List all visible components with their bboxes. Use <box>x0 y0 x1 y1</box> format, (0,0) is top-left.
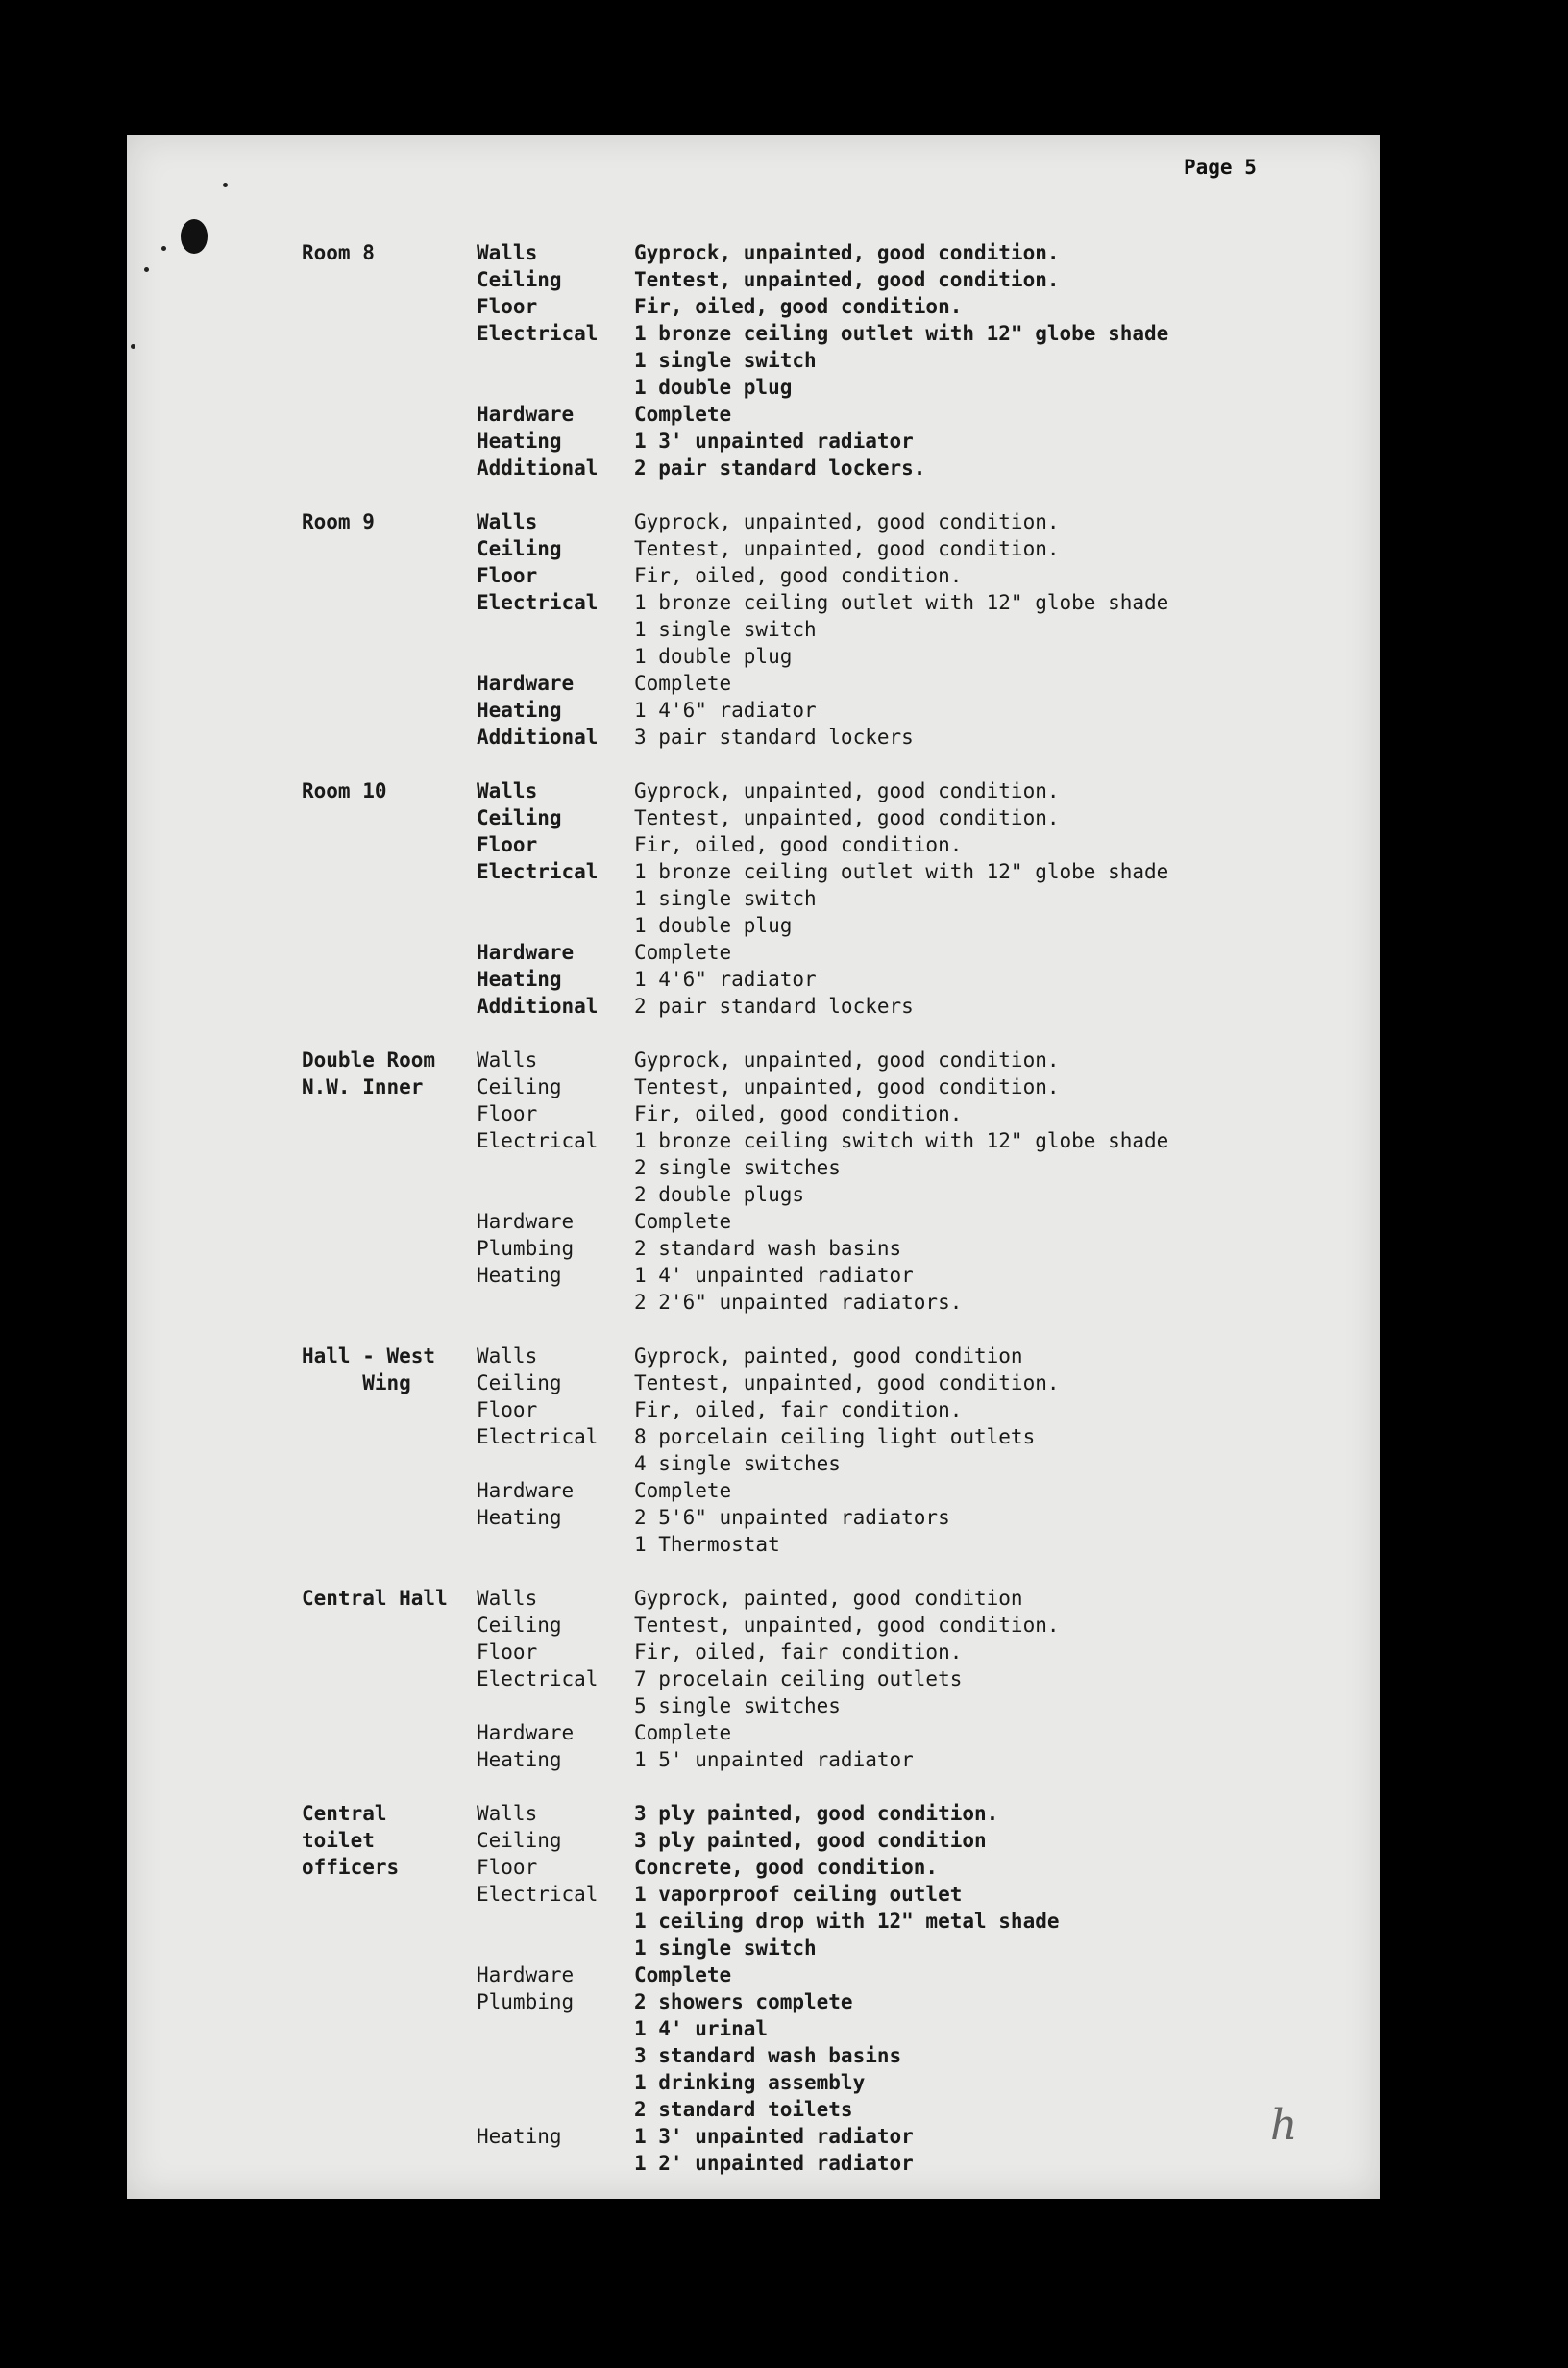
category-label: Plumbing <box>477 1237 575 1260</box>
category-value: Complete <box>634 1479 732 1502</box>
category-value: 2 showers complete <box>634 1990 853 2013</box>
category-value: 1 4'6" radiator <box>634 699 817 722</box>
inventory-row <box>127 1073 1380 1100</box>
inventory-row <box>127 858 1380 885</box>
inventory-row <box>127 1127 1380 1154</box>
category-label: Ceiling <box>477 268 562 291</box>
category-value: Fir, oiled, good condition. <box>634 1102 963 1125</box>
category-label: Heating <box>477 968 562 991</box>
room-label: Room 9 <box>302 510 375 533</box>
inventory-row <box>127 374 1380 401</box>
category-label: Hardware <box>477 941 575 964</box>
category-label: Heating <box>477 430 562 453</box>
category-label: Floor <box>477 1102 538 1125</box>
inventory-row <box>127 455 1380 481</box>
category-value: Fir, oiled, fair condition. <box>634 1398 963 1421</box>
inventory-row <box>127 1047 1380 1073</box>
inventory-row <box>127 724 1380 751</box>
category-label: Hardware <box>477 403 575 426</box>
category-label: Walls <box>477 241 538 264</box>
category-value: 1 3' unpainted radiator <box>634 430 914 453</box>
category-value: Fir, oiled, good condition. <box>634 833 963 856</box>
category-label: Electrical <box>477 860 599 883</box>
category-label: Electrical <box>477 1883 599 1906</box>
category-label: Walls <box>477 779 538 802</box>
category-value: 2 2'6" unpainted radiators. <box>634 1291 963 1314</box>
inventory-row <box>127 939 1380 966</box>
inventory-row <box>127 2069 1380 2096</box>
category-value: 3 standard wash basins <box>634 2044 902 2067</box>
category-value: 2 pair standard lockers. <box>634 456 926 480</box>
category-value: Gyprock, painted, good condition <box>634 1587 1023 1610</box>
category-value: 1 bronze ceiling outlet with 12" globe shade <box>634 591 1169 614</box>
category-value: Complete <box>634 1721 732 1744</box>
inventory-row <box>127 1827 1380 1854</box>
inventory-row <box>127 1396 1380 1423</box>
room-label: Room 8 <box>302 241 375 264</box>
category-value: Complete <box>634 672 732 695</box>
category-value: 1 5' unpainted radiator <box>634 1748 914 1771</box>
category-value: 1 ceiling drop with 12" metal shade <box>634 1910 1060 1933</box>
inventory-row <box>127 2150 1380 2177</box>
category-value: 3 ply painted, good condition <box>634 1829 987 1852</box>
inventory-row <box>127 2123 1380 2150</box>
category-label: Ceiling <box>477 806 562 829</box>
category-label: Electrical <box>477 322 599 345</box>
room-label: N.W. Inner <box>302 1075 424 1098</box>
category-value: 1 single switch <box>634 349 817 372</box>
room-label: Central Hall <box>302 1587 448 1610</box>
inventory-row <box>127 320 1380 347</box>
page-number: Page 5 <box>1184 156 1257 179</box>
inventory-row <box>127 1450 1380 1477</box>
category-label: Walls <box>477 1802 538 1825</box>
category-value: Fir, oiled, good condition. <box>634 564 963 587</box>
category-value: 1 drinking assembly <box>634 2071 866 2094</box>
category-label: Walls <box>477 1344 538 1368</box>
category-label: Walls <box>477 1587 538 1610</box>
category-value: 1 single switch <box>634 887 817 910</box>
handwritten-initials: h <box>1270 2101 1298 2150</box>
category-label: Hardware <box>477 672 575 695</box>
inventory-row <box>127 912 1380 939</box>
inventory-row <box>127 2015 1380 2042</box>
inventory-row <box>127 1800 1380 1827</box>
inventory-row <box>127 293 1380 320</box>
category-value: 1 double plug <box>634 914 793 937</box>
category-value: Complete <box>634 1210 732 1233</box>
inventory-row <box>127 1289 1380 1316</box>
category-value: Tentest, unpainted, good condition. <box>634 1371 1060 1394</box>
category-value: 2 standard toilets <box>634 2098 853 2121</box>
category-label: Heating <box>477 699 562 722</box>
category-value: 2 single switches <box>634 1156 841 1179</box>
category-label: Floor <box>477 1856 538 1879</box>
inventory-row <box>127 1262 1380 1289</box>
category-value: 1 4' urinal <box>634 2017 769 2040</box>
inventory-row <box>127 239 1380 266</box>
category-label: Hardware <box>477 1721 575 1744</box>
category-value: 2 pair standard lockers <box>634 995 914 1018</box>
category-label: Ceiling <box>477 1075 562 1098</box>
inventory-row <box>127 643 1380 670</box>
category-label: Floor <box>477 1640 538 1664</box>
category-label: Ceiling <box>477 1371 562 1394</box>
category-label: Additional <box>477 456 599 480</box>
inventory-row <box>127 1235 1380 1262</box>
category-value: Complete <box>634 403 732 426</box>
inventory-row <box>127 1585 1380 1612</box>
category-value: Tentest, unpainted, good condition. <box>634 1614 1060 1637</box>
category-label: Electrical <box>477 591 599 614</box>
inventory-row <box>127 535 1380 562</box>
inventory-row <box>127 885 1380 912</box>
inventory-row <box>127 1881 1380 1908</box>
category-value: 1 vaporproof ceiling outlet <box>634 1883 963 1906</box>
inventory-row <box>127 697 1380 724</box>
category-label: Additional <box>477 726 599 749</box>
room-label: Central <box>302 1802 387 1825</box>
category-value: Gyprock, painted, good condition <box>634 1344 1023 1368</box>
inventory-row <box>127 347 1380 374</box>
category-value: Fir, oiled, fair condition. <box>634 1640 963 1664</box>
category-label: Heating <box>477 1506 562 1529</box>
category-label: Floor <box>477 833 538 856</box>
inventory-row <box>127 1612 1380 1639</box>
category-value: Gyprock, unpainted, good condition. <box>634 779 1060 802</box>
category-value: Complete <box>634 941 732 964</box>
inventory-row <box>127 1719 1380 1746</box>
inventory-row <box>127 589 1380 616</box>
inventory-row <box>127 616 1380 643</box>
category-value: 2 standard wash basins <box>634 1237 902 1260</box>
category-value: 2 5'6" unpainted radiators <box>634 1506 950 1529</box>
inventory-row <box>127 2042 1380 2069</box>
category-value: 1 4' unpainted radiator <box>634 1264 914 1287</box>
category-label: Additional <box>477 995 599 1018</box>
room-label: Hall - West <box>302 1344 436 1368</box>
category-label: Floor <box>477 564 538 587</box>
category-label: Electrical <box>477 1667 599 1690</box>
inventory-row <box>127 993 1380 1020</box>
category-value: 1 bronze ceiling switch with 12" globe shade <box>634 1129 1169 1152</box>
category-value: 1 single switch <box>634 1936 817 1960</box>
category-value: 2 double plugs <box>634 1183 805 1206</box>
category-value: 3 pair standard lockers <box>634 726 914 749</box>
category-label: Plumbing <box>477 1990 575 2013</box>
category-label: Ceiling <box>477 1614 562 1637</box>
inventory-row <box>127 670 1380 697</box>
inventory-row <box>127 1154 1380 1181</box>
category-label: Electrical <box>477 1425 599 1448</box>
category-value: 1 bronze ceiling outlet with 12" globe shade <box>634 860 1169 883</box>
inventory-row <box>127 1343 1380 1369</box>
category-value: 1 4'6" radiator <box>634 968 817 991</box>
inventory-row <box>127 1100 1380 1127</box>
document-page <box>127 135 1380 2199</box>
category-label: Ceiling <box>477 1829 562 1852</box>
category-label: Floor <box>477 1398 538 1421</box>
category-value: 1 double plug <box>634 645 793 668</box>
category-label: Heating <box>477 2125 562 2148</box>
category-value: 1 3' unpainted radiator <box>634 2125 914 2148</box>
category-value: 1 2' unpainted radiator <box>634 2152 914 2175</box>
inventory-row <box>127 1369 1380 1396</box>
category-value: Fir, oiled, good condition. <box>634 295 963 318</box>
inventory-row <box>127 2096 1380 2123</box>
room-label: Double Room <box>302 1048 436 1072</box>
category-label: Ceiling <box>477 537 562 560</box>
room-label: toilet <box>302 1829 375 1852</box>
category-value: Tentest, unpainted, good condition. <box>634 537 1060 560</box>
inventory-row <box>127 804 1380 831</box>
category-value: 5 single switches <box>634 1694 841 1717</box>
inventory-row <box>127 1935 1380 1961</box>
category-value: 1 bronze ceiling outlet with 12" globe shade <box>634 322 1169 345</box>
room-label: officers <box>302 1856 400 1879</box>
room-label: Wing <box>302 1371 411 1394</box>
inventory-row <box>127 1665 1380 1692</box>
inventory-row <box>127 1746 1380 1773</box>
inventory-row <box>127 1504 1380 1531</box>
room-label: Room 10 <box>302 779 387 802</box>
inventory-row <box>127 1423 1380 1450</box>
category-label: Hardware <box>477 1963 575 1986</box>
inventory-row <box>127 1639 1380 1665</box>
inventory-row <box>127 1531 1380 1558</box>
inventory-row <box>127 777 1380 804</box>
category-value: 1 Thermostat <box>634 1533 780 1556</box>
category-value: Gyprock, unpainted, good condition. <box>634 1048 1060 1072</box>
category-value: Tentest, unpainted, good condition. <box>634 806 1060 829</box>
inventory-row <box>127 1908 1380 1935</box>
category-label: Heating <box>477 1264 562 1287</box>
category-value: 3 ply painted, good condition. <box>634 1802 999 1825</box>
inventory-row <box>127 401 1380 428</box>
inventory-row <box>127 1854 1380 1881</box>
category-label: Heating <box>477 1748 562 1771</box>
inventory-row <box>127 1477 1380 1504</box>
category-value: 1 double plug <box>634 376 793 399</box>
category-value: Complete <box>634 1963 732 1986</box>
category-value: Gyprock, unpainted, good condition. <box>634 241 1060 264</box>
inventory-row <box>127 1961 1380 1988</box>
inventory-row <box>127 428 1380 455</box>
inventory-row <box>127 508 1380 535</box>
inventory-row <box>127 562 1380 589</box>
category-label: Walls <box>477 510 538 533</box>
inventory-row <box>127 1692 1380 1719</box>
inventory-row <box>127 1181 1380 1208</box>
category-value: Gyprock, unpainted, good condition. <box>634 510 1060 533</box>
category-value: 8 porcelain ceiling light outlets <box>634 1425 1036 1448</box>
inventory-row <box>127 266 1380 293</box>
inventory-row <box>127 1988 1380 2015</box>
category-label: Hardware <box>477 1210 575 1233</box>
inventory-row <box>127 831 1380 858</box>
speck-mark <box>223 183 228 187</box>
category-value: 1 single switch <box>634 618 817 641</box>
category-value: 4 single switches <box>634 1452 841 1475</box>
category-label: Electrical <box>477 1129 599 1152</box>
category-value: 7 procelain ceiling outlets <box>634 1667 963 1690</box>
inventory-row <box>127 1208 1380 1235</box>
category-label: Floor <box>477 295 538 318</box>
category-value: Tentest, unpainted, good condition. <box>634 1075 1060 1098</box>
category-label: Hardware <box>477 1479 575 1502</box>
category-value: Tentest, unpainted, good condition. <box>634 268 1060 291</box>
inventory-row <box>127 966 1380 993</box>
category-label: Walls <box>477 1048 538 1072</box>
category-value: Concrete, good condition. <box>634 1856 939 1879</box>
